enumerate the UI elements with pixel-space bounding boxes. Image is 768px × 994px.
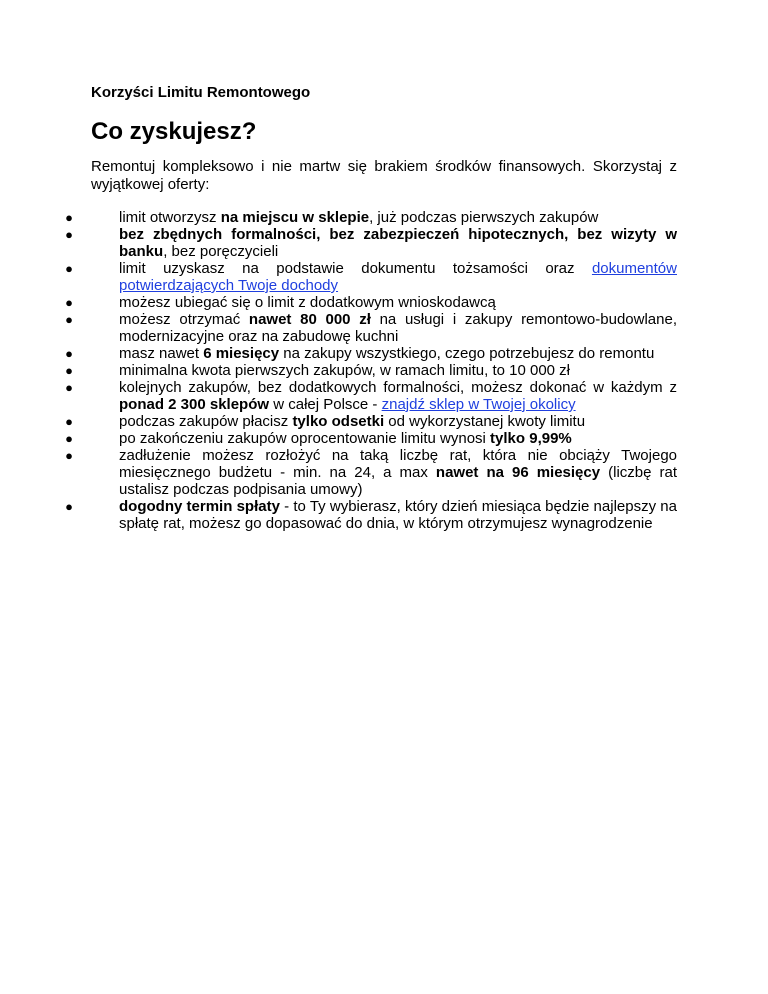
find-store-link[interactable]: znajdź sklep w Twojej okolicy: [381, 396, 576, 413]
list-item: [65, 447, 678, 498]
item-text: - to Ty wybierasz, który dzień miesiąca będzie najlepszy na spłatę rat, możesz go dopasować do dnia, w którym otrzymujesz wynagrodzenie: [119, 498, 677, 532]
list-item: [65, 226, 677, 260]
bullet-icon: ●: [65, 414, 73, 429]
list-item: [65, 209, 677, 226]
item-bold-text: dogodny termin spłaty: [119, 498, 280, 515]
intro-paragraph: Remontuj kompleksowo i nie martw się brakiem środków finansowych. Skorzystaj z wyjątkowej oferty:: [91, 158, 677, 193]
item-bold-text: na miejscu w sklepie: [220, 209, 370, 226]
bullet-icon: ●: [65, 295, 73, 310]
item-text: minimalna kwota pierwszych zakupów, w ramach limitu, to 10 000 zł: [119, 362, 571, 379]
item-bold-text: tylko odsetki: [292, 413, 385, 430]
list-item: [65, 260, 677, 294]
item-text: kolejnych zakupów, bez dodatkowych formalności, możesz dokonać w każdym z: [119, 379, 677, 396]
bullet-icon: ●: [65, 363, 73, 378]
item-bold-text: nawet 80 000 zł: [248, 311, 371, 328]
bullet-icon: ●: [65, 346, 73, 361]
benefits-list: [65, 209, 678, 532]
item-text: w całej Polsce -: [269, 396, 382, 413]
bullet-icon: ●: [65, 227, 73, 242]
item-text: limit uzyskasz na podstawie dokumentu tożsamości oraz: [119, 260, 592, 277]
item-text: na usługi i zakupy remontowo-budowlane, modernizacyjne oraz na zabudowę kuchni: [119, 311, 677, 345]
list-item: [65, 413, 677, 430]
item-text: możesz otrzymać: [119, 311, 249, 328]
item-bold-text: bez zbędnych formalności, bez zabezpieczeń hipotecznych, bez wizyty w banku: [119, 226, 677, 260]
bullet-icon: ●: [65, 261, 73, 276]
bullet-icon: ●: [65, 380, 73, 395]
list-item: [65, 345, 677, 362]
bullet-icon: ●: [65, 312, 73, 327]
income-documents-link[interactable]: dokumentów potwierdzających Twoje dochody: [119, 260, 677, 294]
item-text: , już podczas pierwszych zakupów: [369, 209, 599, 226]
item-text: , bez poręczycieli: [163, 243, 279, 260]
item-text: zadłużenie możesz rozłożyć na taką liczbę rat, która nie obciąży Twojego miesięcznego budżetu - min. na 24, a max: [119, 447, 677, 481]
list-item: [65, 294, 677, 311]
item-text: od wykorzystanej kwoty limitu: [384, 413, 586, 430]
item-text: podczas zakupów płacisz: [119, 413, 293, 430]
bullet-icon: ●: [65, 499, 73, 514]
list-item: [65, 362, 677, 379]
bullet-icon: ●: [65, 431, 73, 446]
list-item: [65, 379, 677, 413]
section-subheading: Korzyści Limitu Remontowego: [91, 84, 311, 101]
item-bold-text: ponad 2 300 sklepów: [119, 396, 270, 413]
list-item: [65, 430, 677, 447]
item-text: (liczbę rat ustalisz podczas podpisania umowy): [119, 464, 678, 498]
list-item: [65, 498, 677, 532]
item-bold-text: tylko 9,99%: [490, 430, 572, 447]
item-text: na zakupy wszystkiego, czego potrzebujesz do remontu: [279, 345, 655, 362]
page-title: Co zyskujesz?: [91, 118, 257, 145]
item-bold-text: nawet na 96 miesięcy: [435, 464, 601, 481]
item-text: możesz ubiegać się o limit z dodatkowym wnioskodawcą: [119, 294, 496, 311]
item-text: limit otworzysz: [119, 209, 221, 226]
item-text: po zakończeniu zakupów oprocentowanie limitu wynosi: [119, 430, 491, 447]
bullet-icon: ●: [65, 448, 73, 463]
item-bold-text: 6 miesięcy: [203, 345, 280, 362]
item-text: masz nawet: [119, 345, 204, 362]
bullet-icon: ●: [65, 210, 73, 225]
list-item: [65, 311, 677, 345]
